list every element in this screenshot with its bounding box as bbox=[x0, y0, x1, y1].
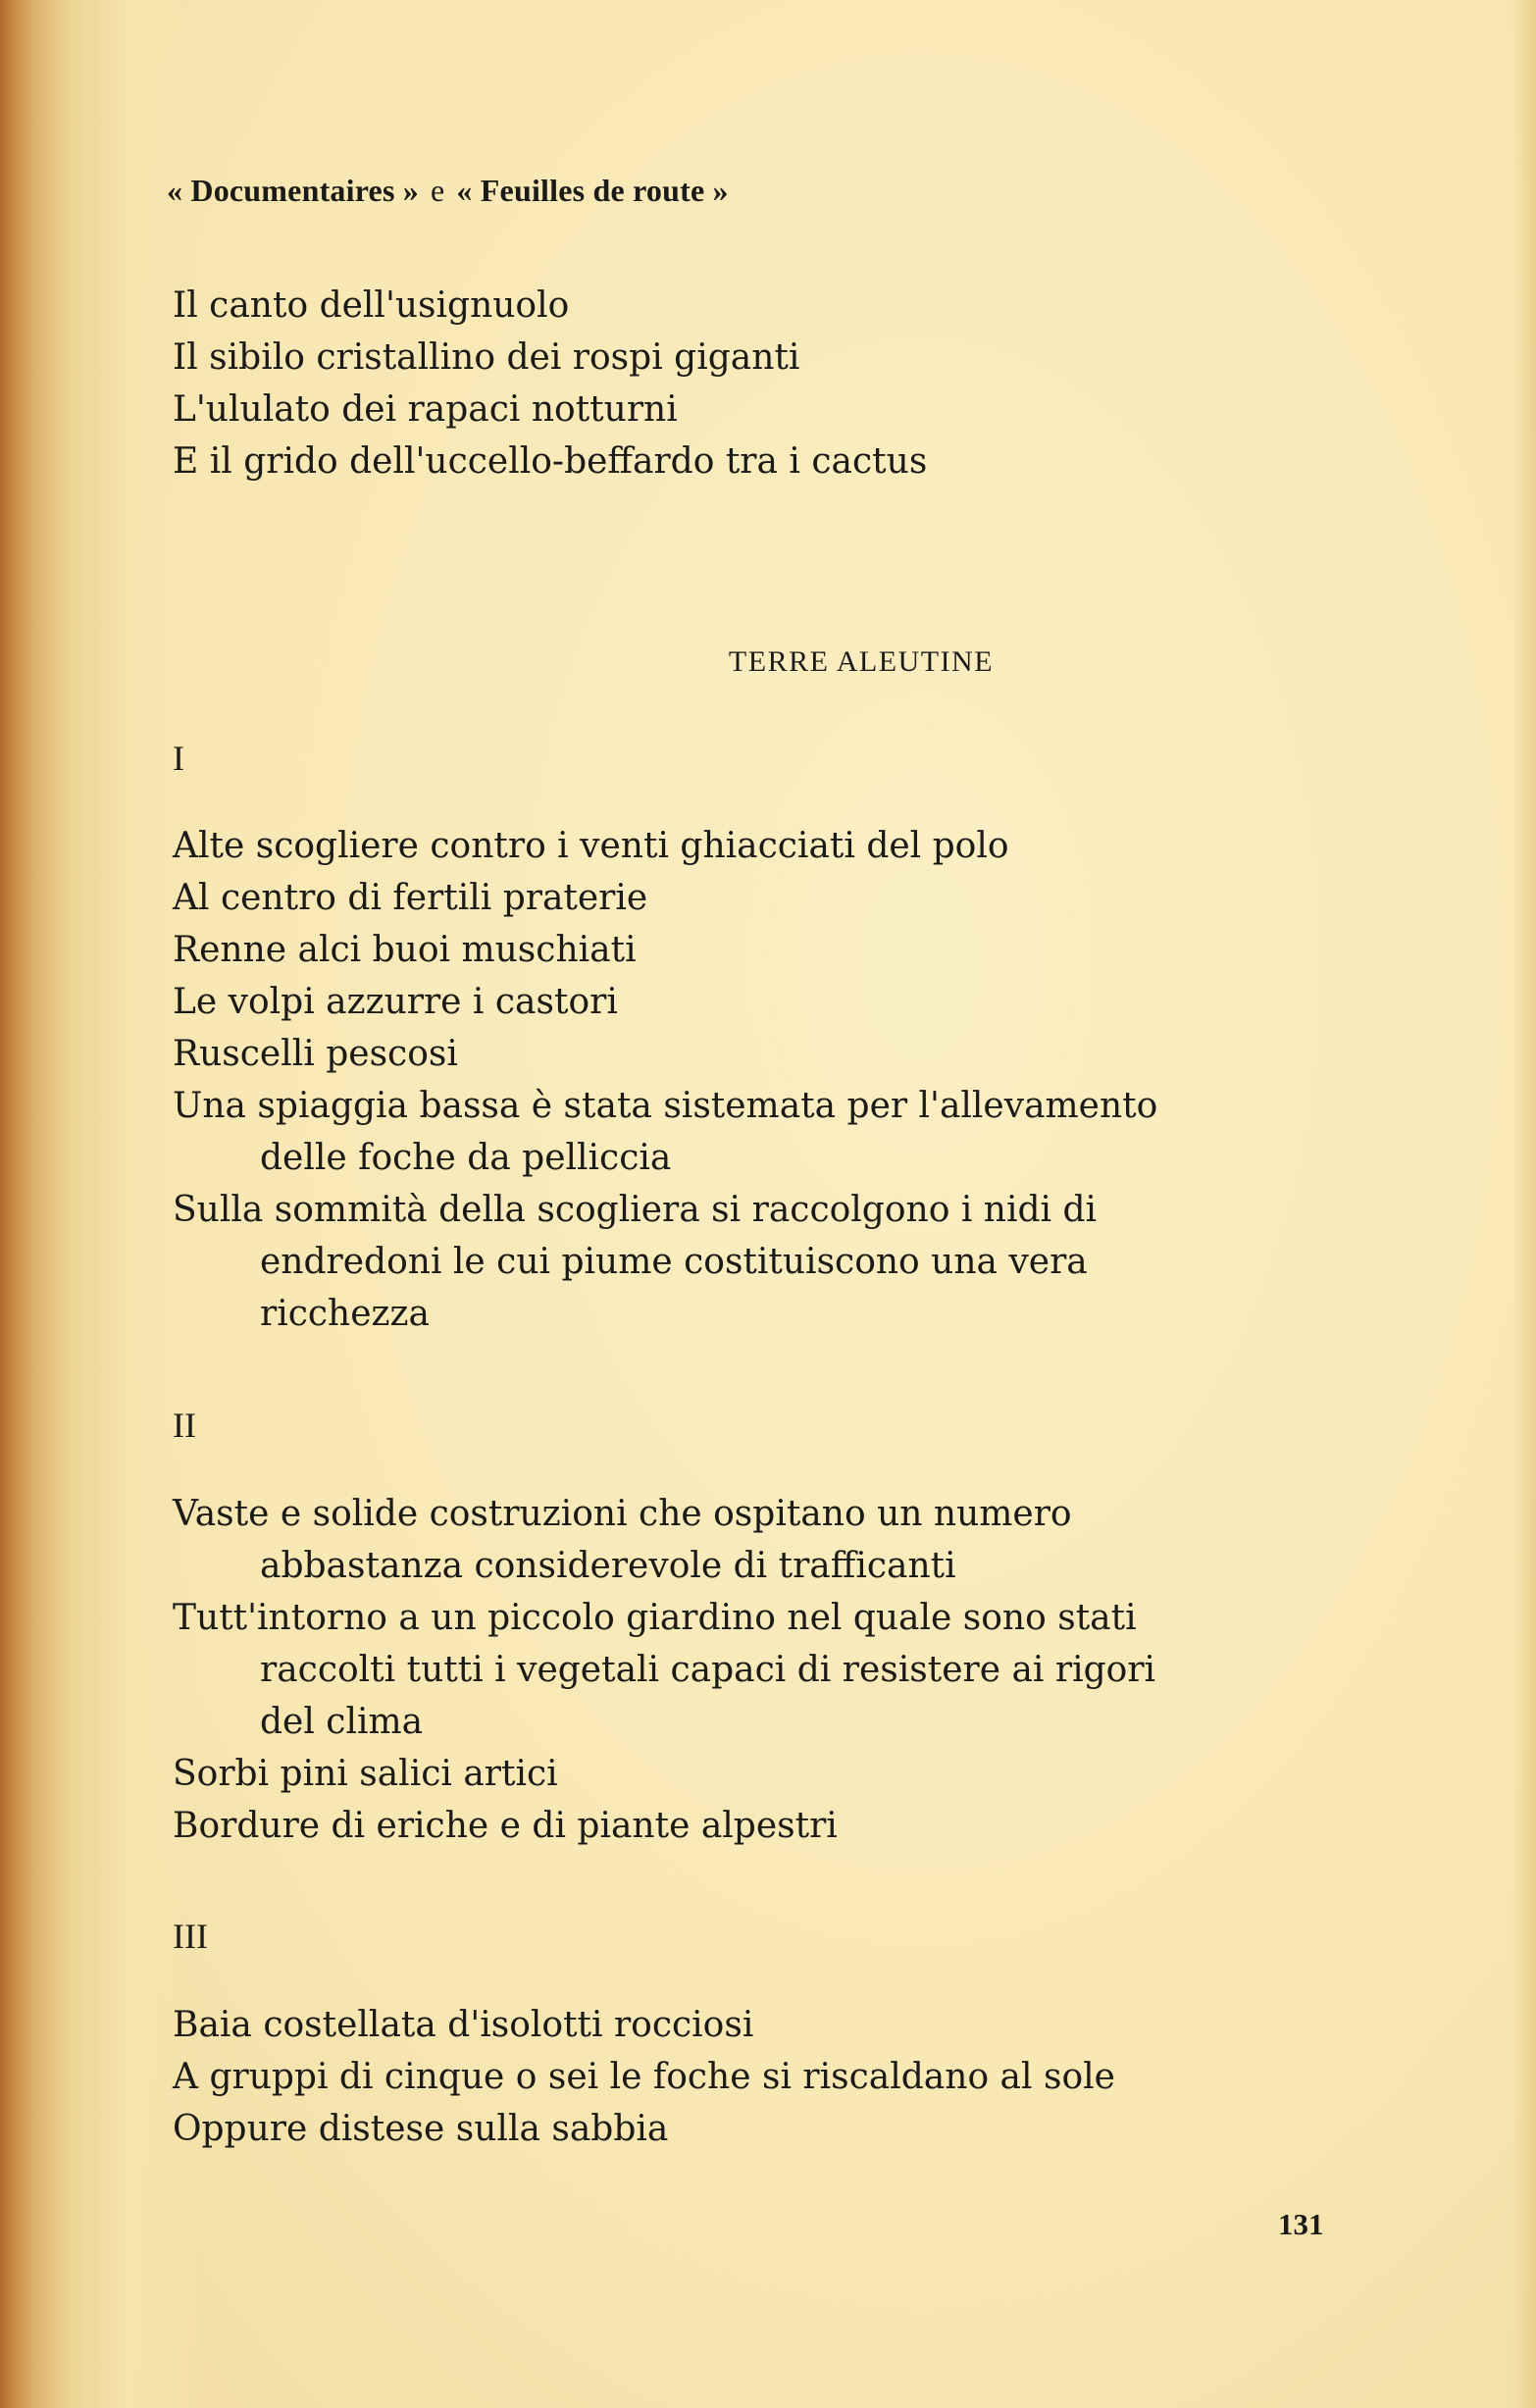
verse-line-continuation: del clima bbox=[260, 1702, 424, 1742]
verse-line: A gruppi di cinque o sei le foche si riscaldano al sole bbox=[173, 2057, 1115, 2097]
verse-line: Sulla sommità della scogliera si raccolgono i nidi di bbox=[173, 1190, 1098, 1230]
verse-line-continuation: delle foche da pelliccia bbox=[260, 1138, 672, 1178]
verse-line: L'ululato dei rapaci notturni bbox=[173, 389, 678, 430]
verse-line-continuation: abbastanza considerevole di trafficanti bbox=[260, 1546, 956, 1586]
verse-line: Il sibilo cristallino dei rospi giganti bbox=[173, 337, 800, 378]
section-numeral-2: II bbox=[173, 1406, 196, 1445]
header-right-title: « Feuilles de route » bbox=[456, 173, 729, 208]
section-numeral-3: III bbox=[173, 1917, 208, 1956]
verse-line: Tutt'intorno a un piccolo giardino nel quale sono stati bbox=[173, 1598, 1137, 1638]
verse-line: Sorbi pini salici artici bbox=[173, 1754, 558, 1794]
header-left-title: « Documentaires » bbox=[167, 173, 419, 208]
verse-line: Vaste e solide costruzioni che ospitano un numero bbox=[173, 1494, 1072, 1534]
verse-line: Baia costellata d'isolotti rocciosi bbox=[173, 2005, 754, 2045]
verse-line: Alte scogliere contro i venti ghiacciati del polo bbox=[173, 826, 1009, 866]
verse-line-continuation: ricchezza bbox=[260, 1294, 430, 1334]
verse-line: Una spiaggia bassa è stata sistemata per l'allevamento bbox=[173, 1086, 1158, 1126]
poem-title bbox=[0, 645, 1536, 679]
verse-line-continuation: raccolti tutti i vegetali capaci di resistere ai rigori bbox=[260, 1650, 1156, 1690]
running-header bbox=[167, 173, 729, 209]
verse-line: Le volpi azzurre i castori bbox=[173, 982, 618, 1022]
verse-line-continuation: endredoni le cui piume costituiscono una vera bbox=[260, 1242, 1088, 1282]
verse-line: Ruscelli pescosi bbox=[173, 1034, 458, 1074]
verse-line: Bordure di eriche e di piante alpestri bbox=[173, 1806, 838, 1846]
section-numeral-1: I bbox=[173, 739, 184, 778]
header-conjunction: e bbox=[431, 173, 445, 208]
verse-line: E il grido dell'uccello-beffardo tra i cactus bbox=[173, 441, 928, 482]
verse-line: Oppure distese sulla sabbia bbox=[173, 2109, 669, 2149]
verse-line: Al centro di fertili praterie bbox=[173, 878, 648, 918]
verse-line: Renne alci buoi muschiati bbox=[173, 930, 637, 970]
page-number: 131 bbox=[1278, 2207, 1324, 2241]
verse-line: Il canto dell'usignuolo bbox=[173, 285, 570, 326]
poem-title-text: TERRE ALEUTINE bbox=[728, 645, 995, 678]
